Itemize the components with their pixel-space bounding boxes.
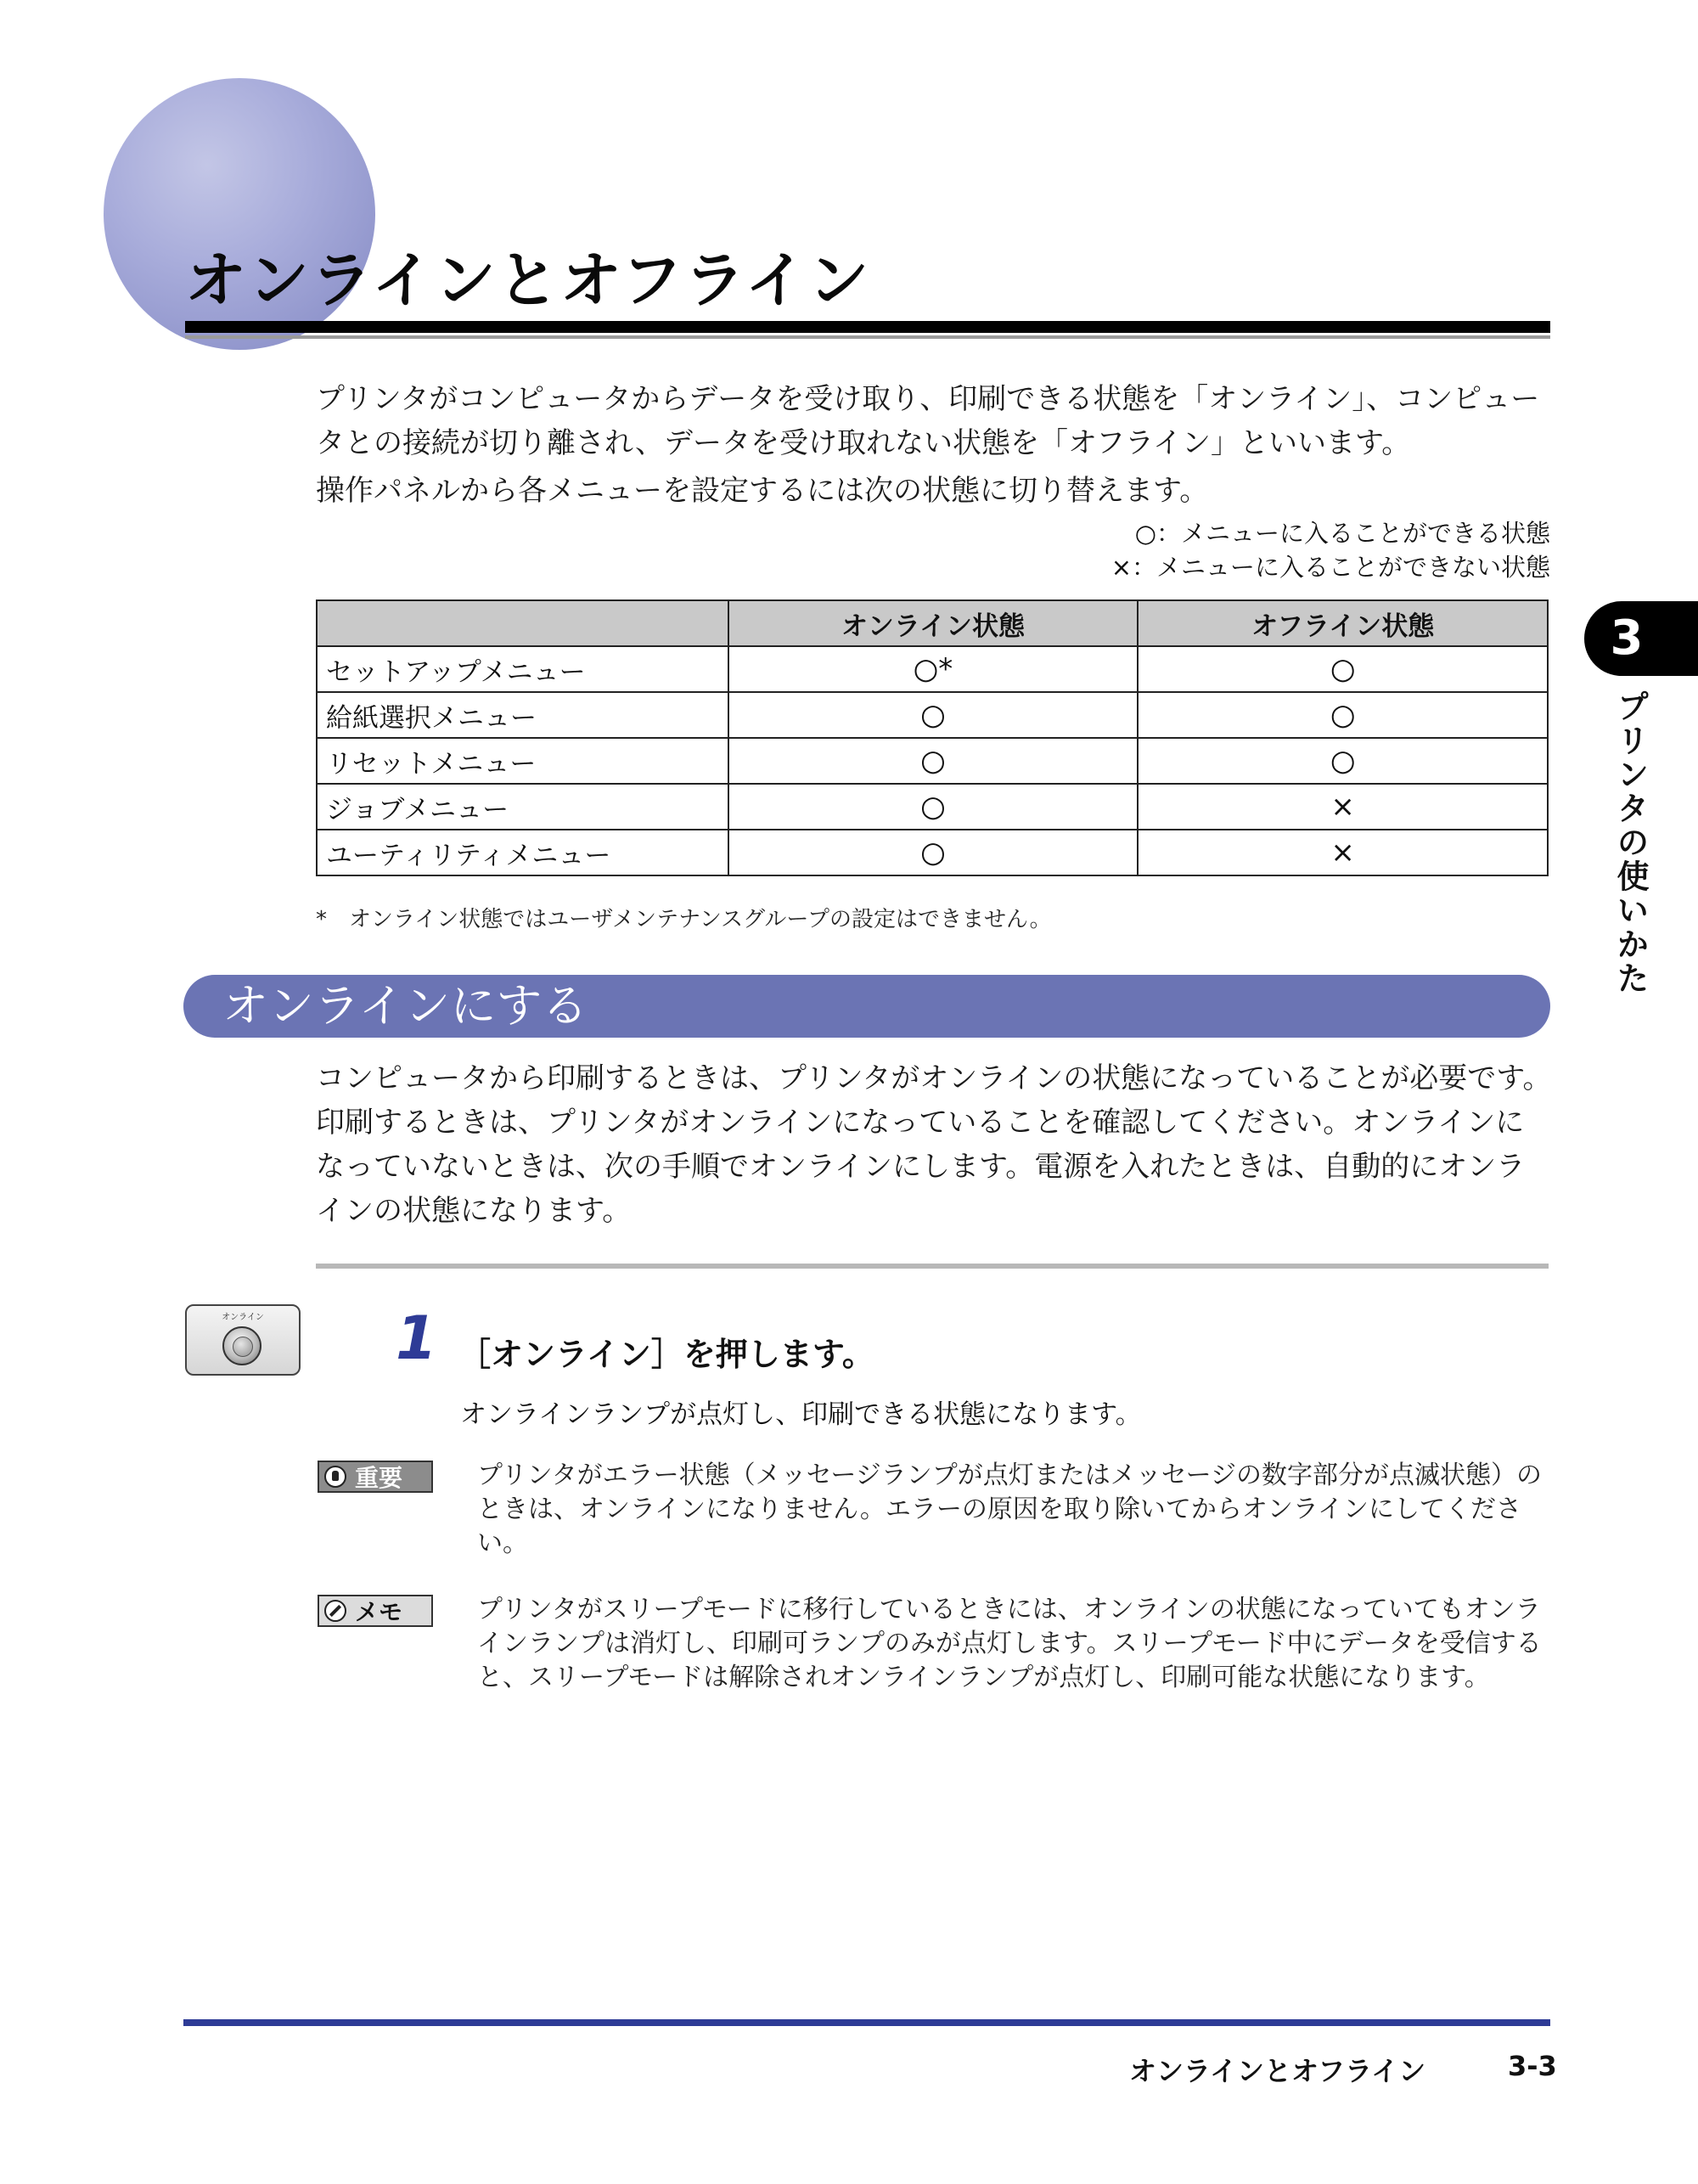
memo-label: メモ xyxy=(355,1598,403,1626)
menu-name-cell: ジョブメニュー xyxy=(317,784,728,830)
table-row xyxy=(317,784,1548,830)
chapter-title: プリンタの使いかた xyxy=(1611,690,1649,995)
footer-title: オンラインとオフライン xyxy=(1129,2055,1426,2087)
intro-paragraph-1: プリンタがコンピュータからデータを受け取り、印刷できる状態を「オンライン」、コンピュータとの接続が切り離され、データを受け取れない状態を「オフライン」といいます。 xyxy=(316,382,1540,460)
table-header-offline: オフライン状態 xyxy=(1138,600,1548,646)
step-instruction: ［オンライン］を押します。 xyxy=(458,1336,874,1373)
offline-mark-cell: × xyxy=(1138,830,1548,875)
step-result: オンラインランプが点灯し、印刷できる状態になります。 xyxy=(460,1399,1142,1430)
title-rule xyxy=(185,321,1550,333)
table-row xyxy=(317,830,1548,875)
online-mark-cell: ○ xyxy=(728,692,1139,738)
table-row xyxy=(317,692,1548,738)
section-title: オンラインにする xyxy=(222,979,588,1033)
table-header-row xyxy=(317,600,1548,646)
section-body: コンピュータから印刷するときは、プリンタがオンラインの状態になっていることが必要です。印刷するときは、プリンタがオンラインになっていることを確認してください。オンラインになっていないときは、次の手順でオンラインにします。電源を入れたときは、自動的にオンラインの状態になります。 xyxy=(316,1061,1552,1228)
pencil-icon xyxy=(324,1600,346,1622)
offline-mark-cell: ○ xyxy=(1138,692,1548,738)
table-row xyxy=(317,738,1548,784)
online-mark-cell: ○* xyxy=(728,646,1139,692)
table-row xyxy=(317,646,1548,692)
button-knob-icon xyxy=(222,1326,261,1365)
important-text: プリンタがエラー状態（メッセージランプが点灯またはメッセージの数字部分が点滅状態）のときは、オンラインになりません。エラーの原因を取り除いてからオンラインにしてください。 xyxy=(477,1461,1542,1558)
memo-text: プリンタがスリープモードに移行しているときには、オンラインの状態になっていてもオンラインランプは消灯し、印刷可ランプのみが点灯します。スリープモード中にデータを受信すると、スリープモードは解除されオンラインランプが点灯し、印刷可能な状態になります。 xyxy=(477,1595,1542,1692)
online-mark-cell: ○ xyxy=(728,830,1139,875)
step-number: 1 xyxy=(396,1303,437,1373)
legend-unavailable: ×：メニューに入ることができない状態 xyxy=(1110,553,1550,582)
table-footnote: * オンライン状態ではユーザメンテナンスグループの設定はできません。 xyxy=(316,907,1052,932)
menu-name-cell: リセットメニュー xyxy=(317,738,728,784)
footer-rule xyxy=(183,2019,1550,2026)
offline-mark-cell: × xyxy=(1138,784,1548,830)
page-title: オンラインとオフライン xyxy=(185,245,871,316)
hand-icon xyxy=(324,1466,346,1488)
memo-badge xyxy=(318,1595,433,1627)
button-knob-inner xyxy=(233,1337,253,1357)
table-header-blank xyxy=(317,600,728,646)
important-badge xyxy=(318,1461,433,1493)
chapter-number: 3 xyxy=(1610,611,1644,666)
online-mark-cell: ○ xyxy=(728,784,1139,830)
menu-name-cell: セットアップメニュー xyxy=(317,646,728,692)
title-rule-shadow xyxy=(185,335,1550,339)
online-button-icon-label: オンライン xyxy=(222,1313,264,1322)
menu-name-cell: 給紙選択メニュー xyxy=(317,692,728,738)
menu-name-cell: ユーティリティメニュー xyxy=(317,830,728,875)
step-divider xyxy=(316,1264,1549,1269)
page-number: 3-3 xyxy=(1508,2050,1557,2082)
offline-mark-cell: ○ xyxy=(1138,646,1548,692)
legend-available: ○：メニューに入ることができる状態 xyxy=(1134,519,1550,548)
online-button-icon xyxy=(185,1304,301,1376)
offline-mark-cell: ○ xyxy=(1138,738,1548,784)
table-header-online: オンライン状態 xyxy=(728,600,1139,646)
online-mark-cell: ○ xyxy=(728,738,1139,784)
menu-status-table xyxy=(316,599,1549,876)
important-label: 重要 xyxy=(355,1464,403,1492)
intro-paragraph-2: 操作パネルから各メニューを設定するには次の状態に切り替えます。 xyxy=(316,474,1209,508)
